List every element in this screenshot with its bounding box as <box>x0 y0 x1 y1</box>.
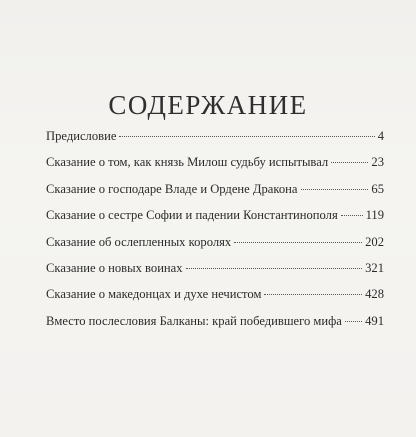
toc-entry-milosh <box>46 154 384 180</box>
toc-entry-title: Сказание о новых воинах <box>46 260 183 275</box>
toc-page-number: 119 <box>365 208 384 223</box>
toc-page-number: 428 <box>365 287 384 302</box>
toc-entry-afterword <box>46 313 384 339</box>
toc-entry-title: Сказание о том, как князь Милош судьбу испытывал <box>46 155 329 170</box>
toc-entry-sofia <box>46 207 384 233</box>
dot-leader <box>331 161 368 163</box>
table-of-contents <box>46 128 384 339</box>
dot-leader <box>345 320 362 322</box>
toc-entry-title: Сказание о сестре Софии и падении Константинополя <box>46 208 338 223</box>
toc-page-number: 202 <box>365 234 384 249</box>
toc-page-number: 4 <box>377 129 384 143</box>
toc-page-number: 321 <box>365 260 384 275</box>
toc-entry-vlad <box>46 181 384 207</box>
dot-leader <box>186 267 363 269</box>
toc-entry-title: Предисловие <box>46 129 117 143</box>
toc-entry-macedonians <box>46 286 384 312</box>
toc-entry-title: Сказание о господаре Владе и Ордене Дракона <box>46 181 298 196</box>
page-title: СОДЕРЖАНИЕ <box>108 90 308 121</box>
toc-entry-new-warriors <box>46 260 384 286</box>
toc-page-number: 23 <box>371 155 384 170</box>
toc-entry-blinded-kings <box>46 234 384 260</box>
toc-entry-title: Вместо послесловия Балканы: край победившего мифа <box>46 313 342 328</box>
dot-leader <box>234 241 362 243</box>
dot-leader <box>301 188 369 190</box>
toc-page-number: 491 <box>365 313 384 328</box>
toc-page-number: 65 <box>371 181 384 196</box>
dot-leader <box>264 293 362 295</box>
toc-entry-preface <box>46 128 384 154</box>
toc-entry-title: Сказание об ослепленных королях <box>46 234 232 249</box>
dot-leader <box>119 135 374 137</box>
toc-entry-title: Сказание о македонцах и духе нечистом <box>46 287 262 302</box>
dot-leader <box>341 214 363 216</box>
